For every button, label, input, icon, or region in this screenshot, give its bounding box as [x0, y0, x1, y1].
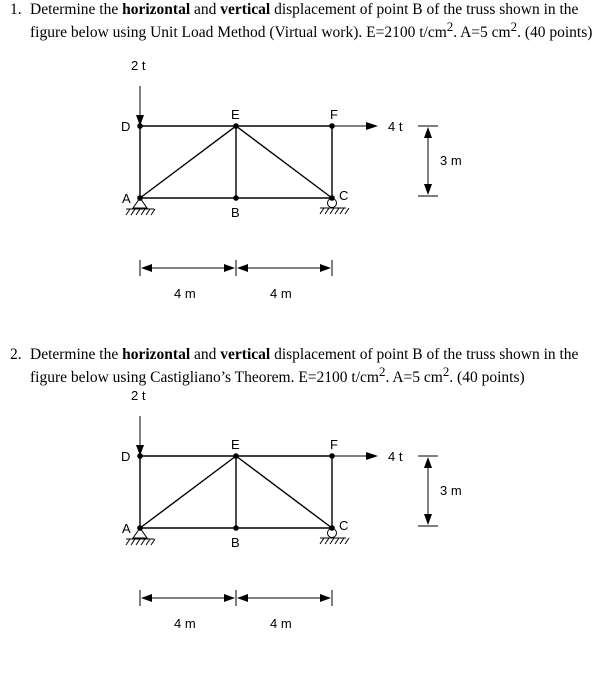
load-label-vertical: 2 t [131, 58, 146, 73]
member-EC [236, 456, 332, 528]
text-segment: Determine the [30, 346, 123, 363]
text-segment: and [190, 1, 221, 18]
bold-term-vertical: vertical [220, 346, 271, 363]
text-segment: and [190, 346, 221, 363]
points-note: . (40 points) [517, 24, 593, 42]
joint-E [233, 453, 239, 459]
member-AE [140, 126, 236, 198]
joint-label-B: B [231, 535, 240, 550]
height-label: 3 m [440, 483, 462, 498]
load-arrow-vertical [136, 86, 144, 126]
text-segment: displacement of point B of the truss shown in the figure below using Unit Load Method (Virtual work). E=2100 t/cm [30, 1, 579, 42]
bold-term-horizontal: horizontal [122, 346, 191, 363]
height-dimension [418, 456, 438, 526]
joint-label-E: E [231, 107, 240, 122]
joint-label-A: A [122, 191, 131, 206]
problem-1-statement [10, 1, 600, 41]
span-dimension [140, 590, 332, 606]
text-segment: . A=5 cm [385, 369, 443, 387]
truss-diagram [0, 381, 616, 681]
truss-figure-1 [0, 48, 616, 348]
load-label-vertical: 2 t [131, 388, 146, 403]
joint-label-D: D [121, 449, 131, 464]
joint-label-B: B [231, 205, 240, 220]
member-AE [140, 456, 236, 528]
bold-term-vertical: vertical [220, 1, 271, 18]
superscript: 2 [378, 364, 386, 379]
load-label-horizontal: 4 t [388, 119, 403, 134]
joint-label-F: F [330, 107, 338, 122]
joint-label-C: C [339, 518, 349, 533]
text-segment: displacement of point B of the truss shown in the figure below using Castigliano’s Theorem. E=2100 t/cm [30, 346, 579, 387]
joint-label-E: E [231, 437, 240, 452]
span-dimension [140, 260, 332, 276]
span-label-left: 4 m [174, 616, 196, 631]
load-arrow-horizontal [332, 122, 378, 130]
truss-diagram [0, 48, 616, 348]
joint-B [233, 195, 239, 201]
joint-B [233, 525, 239, 531]
joint-label-F: F [330, 437, 338, 452]
member-EC [236, 126, 332, 198]
height-dimension [418, 126, 438, 196]
load-label-horizontal: 4 t [388, 449, 403, 464]
problem-number: 1. [10, 1, 22, 18]
problem-number: 2. [10, 346, 22, 363]
truss-figure-2 [0, 381, 616, 681]
span-label-right: 4 m [270, 286, 292, 301]
height-label: 3 m [440, 153, 462, 168]
bold-term-horizontal: horizontal [122, 1, 191, 18]
text-segment: . A=5 cm [453, 24, 511, 42]
joint-label-C: C [339, 188, 349, 203]
problem-text [30, 1, 600, 41]
superscript: 2 [442, 364, 450, 379]
superscript: 2 [446, 19, 454, 34]
span-label-right: 4 m [270, 616, 292, 631]
text-segment: Determine the [30, 1, 123, 18]
joint-label-A: A [122, 521, 131, 536]
load-arrow-horizontal [332, 452, 378, 460]
joint-label-D: D [121, 119, 131, 134]
superscript: 2 [510, 19, 518, 34]
load-arrow-vertical [136, 416, 144, 456]
points-note: . (40 points) [449, 369, 525, 387]
span-label-left: 4 m [174, 286, 196, 301]
joint-E [233, 123, 239, 129]
